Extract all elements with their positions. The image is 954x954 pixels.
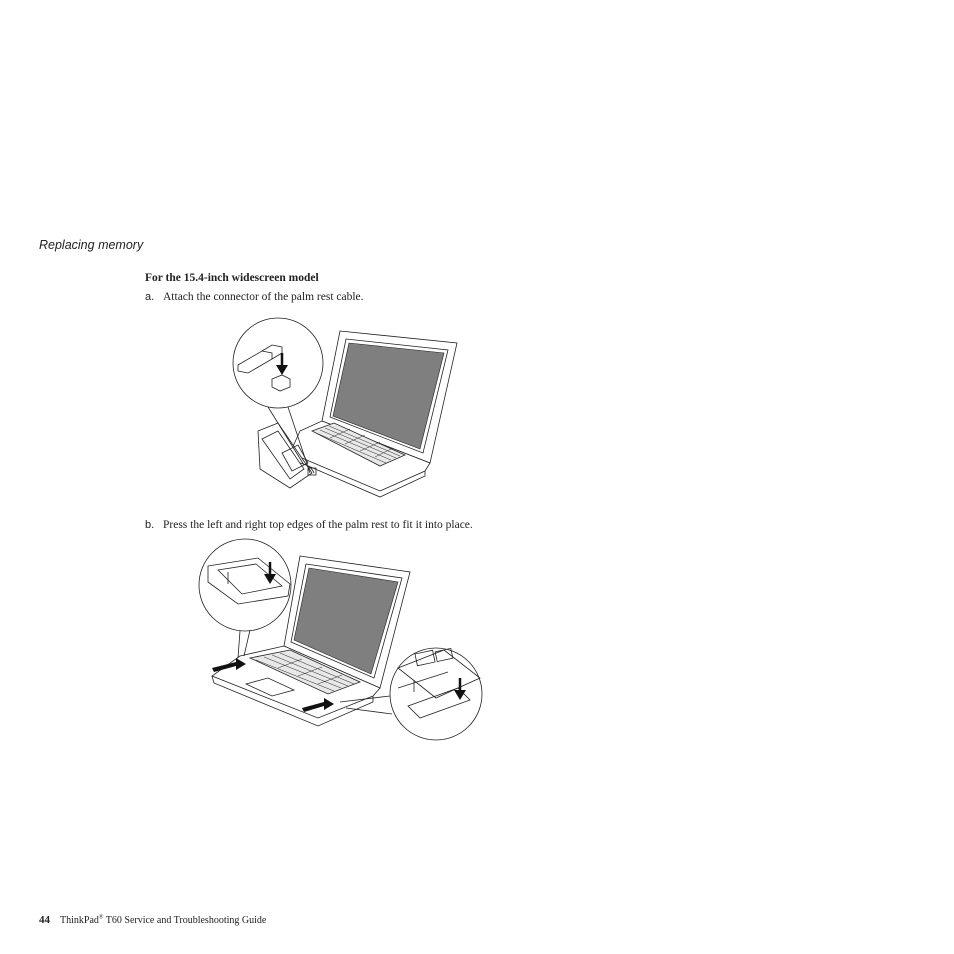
figure-attach-connector — [230, 313, 460, 513]
step-a-text: Attach the connector of the palm rest cable. — [163, 291, 364, 303]
footer-brand: ThinkPad — [60, 915, 99, 926]
running-header: Replacing memory — [39, 238, 144, 252]
step-b-text: Press the left and right top edges of the palm rest to fit it into place. — [163, 519, 473, 531]
page-number: 44 — [39, 914, 50, 926]
footer-title: T60 Service and Troubleshooting Guide — [105, 915, 267, 926]
step-a-marker: a. — [145, 291, 155, 303]
page-footer — [39, 914, 266, 926]
step-b-marker: b. — [145, 519, 155, 531]
step-b — [145, 519, 473, 531]
figure-press-palm-rest — [198, 538, 484, 743]
section-heading: For the 15.4-inch widescreen model — [145, 272, 319, 284]
step-a — [145, 291, 364, 303]
registered-mark: ® — [98, 914, 104, 921]
